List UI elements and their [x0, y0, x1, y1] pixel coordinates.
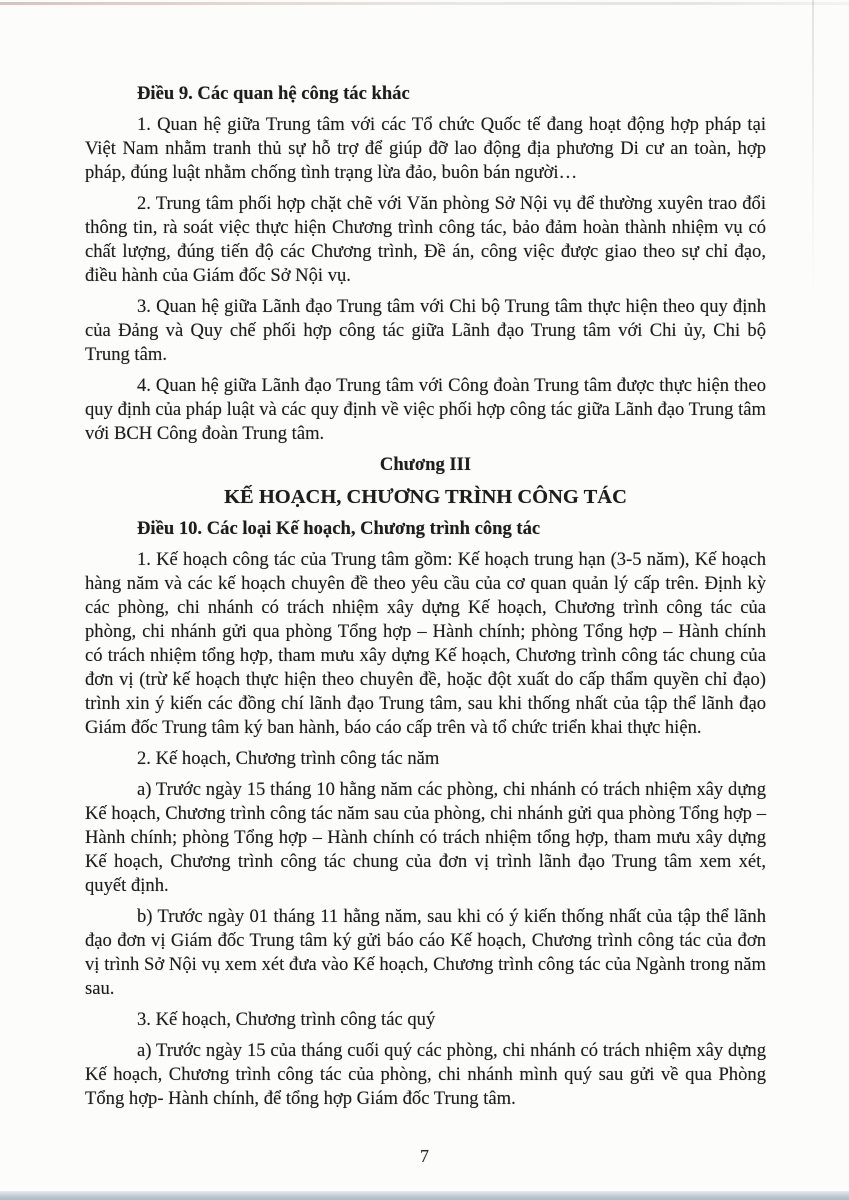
- scan-edge-strip: [0, 1191, 849, 1200]
- article-10-item-2a: a) Trước ngày 15 tháng 10 hằng năm các phòng, chi nhánh có trách nhiệm xây dựng Kế hoạch, Chương trình công tác năm sau của phòng, chi nhánh gửi qua phòng Tổng hợp – Hành chính; phòng Tổng hợp – Hành chính có trách nhiệm tổng hợp, tham mưu xây dựng Kế hoạch, Chương trình công tác chung của đơn vị trình lãnh đạo Trung tâm xem xét, quyết định.: [85, 779, 766, 896]
- article-10-item-2-heading: 2. Kế hoạch, Chương trình công tác năm: [137, 748, 440, 769]
- article-10-item-2b: b) Trước ngày 01 tháng 11 hằng năm, sau khi có ý kiến thống nhất của tập thể lãnh đạo đơn vị Giám đốc Trung tâm ký gửi báo cáo Kế hoạch, Chương trình công tác của đơn vị trình Sở Nội vụ xem xét đưa vào Kế hoạch, Chương trình công tác của Ngành trong năm sau.: [85, 906, 766, 999]
- article-9-paragraph-2: 2. Trung tâm phối hợp chặt chẽ với Văn phòng Sở Nội vụ để thường xuyên trao đổi thông tin, rà soát việc thực hiện Chương trình công tác, bảo đảm hoàn thành nhiệm vụ có chất lượng, đúng tiến độ các Chương trình, Đề án, công việc được giao theo sự chỉ đạo, điều hành của Giám đốc Sở Nội vụ.: [85, 193, 766, 286]
- article-9-paragraph-1: 1. Quan hệ giữa Trung tâm với các Tổ chức Quốc tế đang hoạt động hợp pháp tại Việt Nam nhằm tranh thủ sự hỗ trợ để giúp đỡ lao động địa phương Di cư an toàn, hợp pháp, đúng luật nhằm chống tình trạng lừa đảo, buôn bán người…: [85, 114, 766, 183]
- page-number: 7: [420, 1146, 429, 1166]
- scan-edge-shadow: [812, 0, 814, 300]
- page-content: [85, 82, 766, 1111]
- article-10-item-3-heading: 3. Kế hoạch, Chương trình công tác quý: [137, 1009, 436, 1030]
- article-9-paragraph-3: 3. Quan hệ giữa Lãnh đạo Trung tâm với Chi bộ Trung tâm thực hiện theo quy định của Đảng và Quy chế phối hợp công tác giữa Lãnh đạo Trung tâm với Chi ủy, Chi bộ Trung tâm.: [85, 296, 766, 365]
- article-10-heading: Điều 10. Các loại Kế hoạch, Chương trình công tác: [137, 518, 541, 539]
- chapter-3-title: KẾ HOẠCH, CHƯƠNG TRÌNH CÔNG TÁC: [224, 486, 627, 508]
- article-9-paragraph-4: 4. Quan hệ giữa Lãnh đạo Trung tâm với Công đoàn Trung tâm được thực hiện theo quy định của pháp luật và các quy định về việc phối hợp công tác giữa Lãnh đạo Trung tâm với BCH Công đoàn Trung tâm.: [85, 375, 766, 444]
- article-10-item-1: 1. Kế hoạch công tác của Trung tâm gồm: Kế hoạch trung hạn (3-5 năm), Kế hoạch hàng năm và các kế hoạch chuyên đề theo yêu cầu của cơ quan quản lý cấp trên. Định kỳ các phòng, chi nhánh có trách nhiệm xây dựng Kế hoạch, Chương trình công tác của phòng, chi nhánh gửi qua phòng Tổng hợp – Hành chính; phòng Tổng hợp – Hành chính có trách nhiệm tổng hợp, tham mưu xây dựng Kế hoạch, Chương trình công tác chung của đơn vị (trừ kế hoạch thực hiện theo chuyên đề, hoặc đột xuất do cấp thẩm quyền chỉ đạo) trình xin ý kiến các đồng chí lãnh đạo Trung tâm, sau khi thống nhất của tập thể lãnh đạo Giám đốc Trung tâm ký ban hành, báo cáo cấp trên và tổ chức triển khai thực hiện.: [85, 549, 766, 738]
- scan-artifact-line: [0, 2, 849, 5]
- chapter-3-label: Chương III: [379, 454, 472, 475]
- article-10-item-3a: a) Trước ngày 15 của tháng cuối quý các phòng, chi nhánh có trách nhiệm xây dựng Kế hoạch, Chương trình công tác của phòng, chi nhánh mình quý sau gửi về qua Phòng Tổng hợp- Hành chính, để tổng hợp Giám đốc Trung tâm.: [85, 1040, 766, 1109]
- article-9-heading: Điều 9. Các quan hệ công tác khác: [137, 83, 410, 104]
